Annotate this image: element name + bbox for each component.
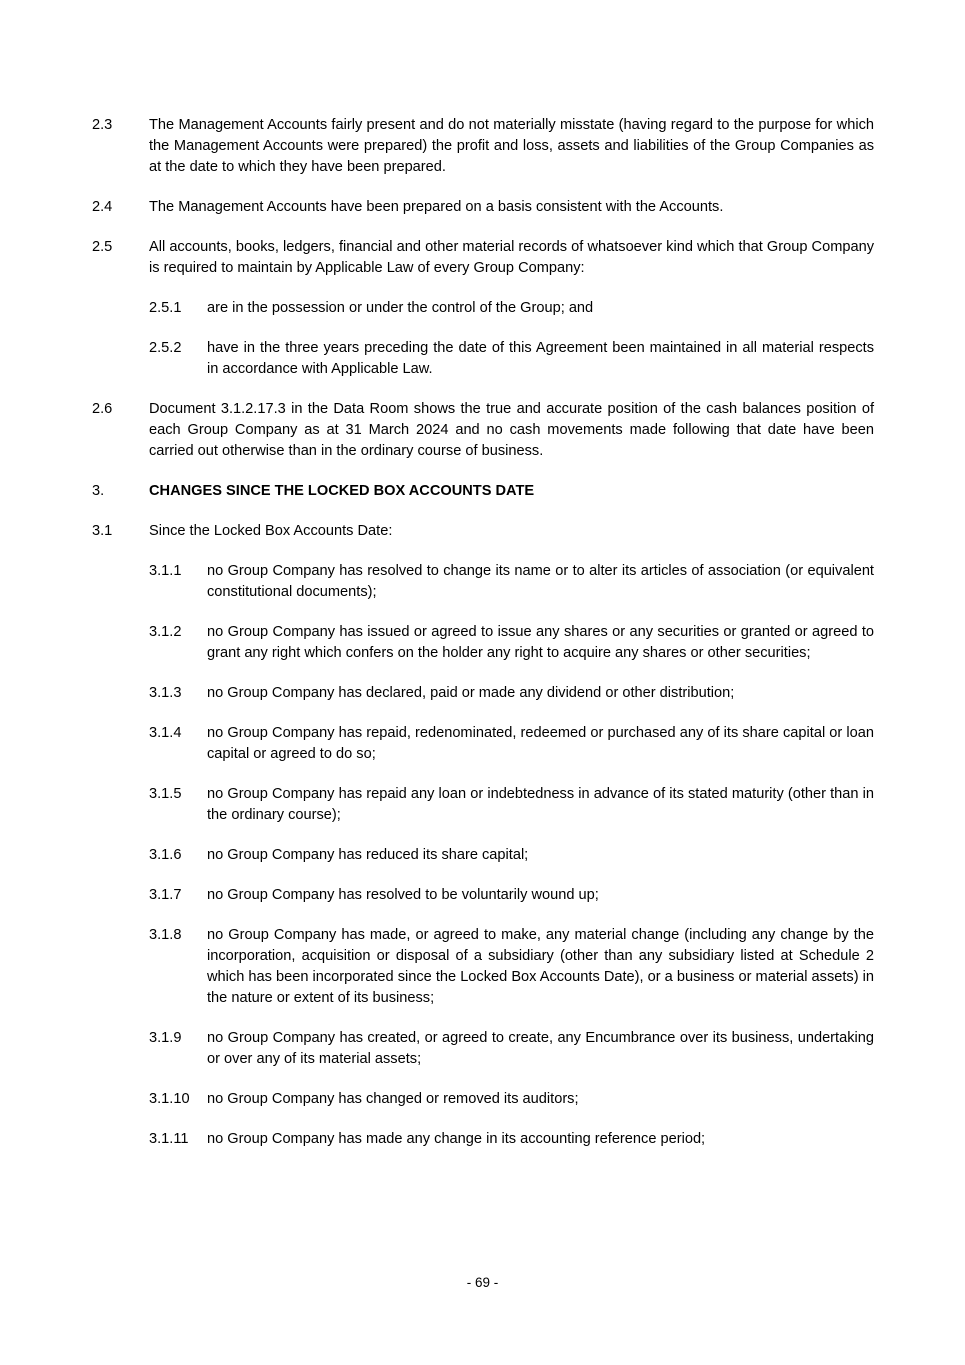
clause-2-5 (92, 237, 874, 279)
clause-3-1-7 (149, 885, 874, 906)
clause-3-1-2 (149, 622, 874, 664)
clause-number: 3.1.8 (149, 927, 182, 943)
clause-2-3 (92, 115, 874, 178)
clause-number: 2.5.2 (149, 340, 182, 356)
clause-number: 2.5 (92, 239, 113, 255)
clause-number: 2.5.1 (149, 300, 182, 316)
section-title: CHANGES SINCE THE LOCKED BOX ACCOUNTS DATE (149, 483, 535, 499)
clause-number: 3.1.7 (149, 887, 182, 903)
clause-text: Since the Locked Box Accounts Date: (149, 523, 393, 539)
clause-text: no Group Company has reduced its share capital; (207, 847, 529, 863)
clause-text: no Group Company has made any change in its accounting reference period; (207, 1131, 706, 1147)
clause-text: no Group Company has resolved to be voluntarily wound up; (207, 887, 599, 903)
clause-text: no Group Company has changed or removed its auditors; (207, 1091, 579, 1107)
clause-3-1-3 (149, 683, 874, 704)
clause-3-1-10 (149, 1089, 874, 1110)
clause-number: 3.1.2 (149, 624, 182, 640)
clause-3-1-5 (149, 784, 874, 826)
document-body (92, 115, 874, 1169)
clause-text: no Group Company has resolved to change its name or to alter its articles of association (or equivalent constitutional documents); (207, 563, 874, 600)
clause-2-6 (92, 399, 874, 462)
clause-text: The Management Accounts fairly present and do not materially misstate (having regard to the purpose for which the Management Accounts were prepared) the profit and loss, assets and liabilities of the Group Companies as at the date to which they have been prepared. (149, 117, 874, 175)
clause-number: 3.1.10 (149, 1091, 190, 1107)
page-footer (0, 1272, 965, 1293)
clause-text: have in the three years preceding the date of this Agreement been maintained in all material respects in accordance with Applicable Law. (207, 340, 874, 377)
clause-number: 3.1.11 (149, 1131, 189, 1147)
clause-text: Document 3.1.2.17.3 in the Data Room shows the true and accurate position of the cash balances position of each Group Company as at 31 March 2024 and no cash movements made following that date have been carried out otherwise than in the ordinary course of business. (149, 401, 874, 459)
clause-3-1-4 (149, 723, 874, 765)
clause-number: 2.6 (92, 401, 113, 417)
clause-number: 3.1.1 (149, 563, 182, 579)
clause-text: no Group Company has repaid any loan or indebtedness in advance of its stated maturity (other than in the ordinary course); (207, 786, 874, 823)
clause-3-1-1 (149, 561, 874, 603)
page-number: - 69 - (466, 1275, 499, 1290)
clause-2-5-1 (149, 298, 874, 319)
clause-text: no Group Company has declared, paid or made any dividend or other distribution; (207, 685, 735, 701)
clause-text: no Group Company has issued or agreed to issue any shares or any securities or granted or agreed to grant any right which confers on the holder any right to acquire any shares or other securities; (207, 624, 874, 661)
clause-text: are in the possession or under the control of the Group; and (207, 300, 594, 316)
clause-3-1-9 (149, 1028, 874, 1070)
clause-number: 3.1 (92, 523, 113, 539)
clause-3-1-11 (149, 1129, 874, 1150)
clause-2-4 (92, 197, 874, 218)
clause-number: 3.1.9 (149, 1030, 182, 1046)
clause-3-1-8 (149, 925, 874, 1009)
clause-3-1 (92, 521, 874, 542)
clause-number: 3.1.4 (149, 725, 182, 741)
clause-number: 3.1.5 (149, 786, 182, 802)
clause-number: 3.1.6 (149, 847, 182, 863)
clause-text: no Group Company has repaid, redenominated, redeemed or purchased any of its share capital or loan capital or agreed to do so; (207, 725, 874, 762)
section-3-heading (92, 481, 874, 502)
clause-text: The Management Accounts have been prepared on a basis consistent with the Accounts. (149, 199, 724, 215)
clause-text: no Group Company has created, or agreed to create, any Encumbrance over its business, undertaking or over any of its material assets; (207, 1030, 874, 1067)
clause-number: 2.4 (92, 199, 113, 215)
section-number: 3. (92, 483, 105, 499)
clause-3-1-6 (149, 845, 874, 866)
clause-2-5-2 (149, 338, 874, 380)
clause-text: All accounts, books, ledgers, financial and other material records of whatsoever kind which that Group Company is required to maintain by Applicable Law of every Group Company: (149, 239, 874, 276)
clause-number: 3.1.3 (149, 685, 182, 701)
clause-number: 2.3 (92, 117, 113, 133)
clause-text: no Group Company has made, or agreed to make, any material change (including any change by the incorporation, acquisition or disposal of a subsidiary (other than any subsidiary listed at Schedule 2 which has been incorporated since the Locked Box Accounts Date), or a business or material assets) in the nature or extent of its business; (207, 927, 874, 1006)
